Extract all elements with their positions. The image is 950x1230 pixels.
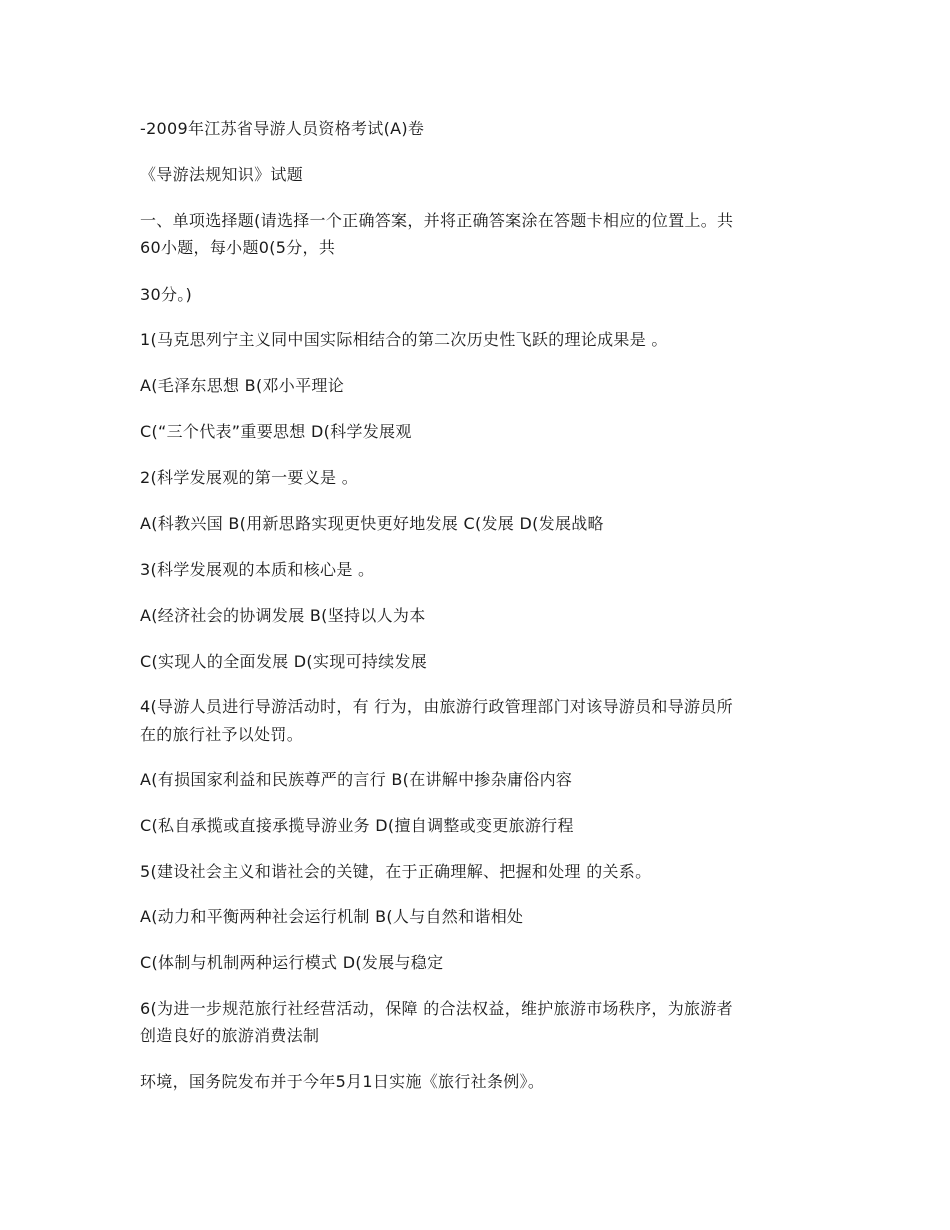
question-1-stem: 1(马克思列宁主义同中国实际相结合的第二次历史性飞跃的理论成果是 。 xyxy=(140,330,668,349)
question-6-stem-line-1: 6(为进一步规范旅行社经营活动，保障 的合法权益，维护旅游市场秩序，为旅游者 xyxy=(140,999,733,1018)
section-heading-line-2: 60小题，每小题0(5分，共 xyxy=(140,238,336,257)
section-heading-line-1: 一、单项选择题(请选择一个正确答案，并将正确答案涂在答题卡相应的位置上。共 xyxy=(140,211,734,230)
question-2-options: A(科教兴国 B(用新思路实现更快更好地发展 C(发展 D(发展战略 xyxy=(140,514,604,533)
question-4-options-cd: C(私自承揽或直接承揽导游业务 D(擅自调整或变更旅游行程 xyxy=(140,816,574,835)
question-1-options-cd: C(“三个代表”重要思想 D(科学发展观 xyxy=(140,422,412,441)
question-4-stem-line-1: 4(导游人员进行导游活动时，有 行为，由旅游行政管理部门对该导游员和导游员所 xyxy=(140,697,733,716)
question-1-options-ab: A(毛泽东思想 B(邓小平理论 xyxy=(140,376,344,395)
question-4-options-ab: A(有损国家利益和民族尊严的言行 B(在讲解中掺杂庸俗内容 xyxy=(140,770,573,789)
question-4-stem-line-2: 在的旅行社予以处罚。 xyxy=(140,725,304,744)
question-5-options-ab: A(动力和平衡两种社会运行机制 B(人与自然和谐相处 xyxy=(140,907,524,926)
exam-subtitle: 《导游法规知识》试题 xyxy=(140,165,304,184)
question-2-stem: 2(科学发展观的第一要义是 。 xyxy=(140,468,359,487)
question-6-stem-line-2: 创造良好的旅游消费法制 xyxy=(140,1026,320,1045)
exam-title: -2009年江苏省导游人员资格考试(A)卷 xyxy=(140,119,425,138)
question-5-options-cd: C(体制与机制两种运行模式 D(发展与稳定 xyxy=(140,953,444,972)
section-heading-line-3: 30分。) xyxy=(140,285,193,304)
question-5-stem: 5(建设社会主义和谐社会的关键，在于正确理解、把握和处理 的关系。 xyxy=(140,862,652,881)
question-3-options-ab: A(经济社会的协调发展 B(坚持以人为本 xyxy=(140,606,426,625)
question-3-stem: 3(科学发展观的本质和核心是 。 xyxy=(140,560,375,579)
question-6-continuation: 环境，国务院发布并于今年5月1日实施《旅行社条例》。 xyxy=(140,1072,545,1091)
question-3-options-cd: C(实现人的全面发展 D(实现可持续发展 xyxy=(140,652,428,671)
